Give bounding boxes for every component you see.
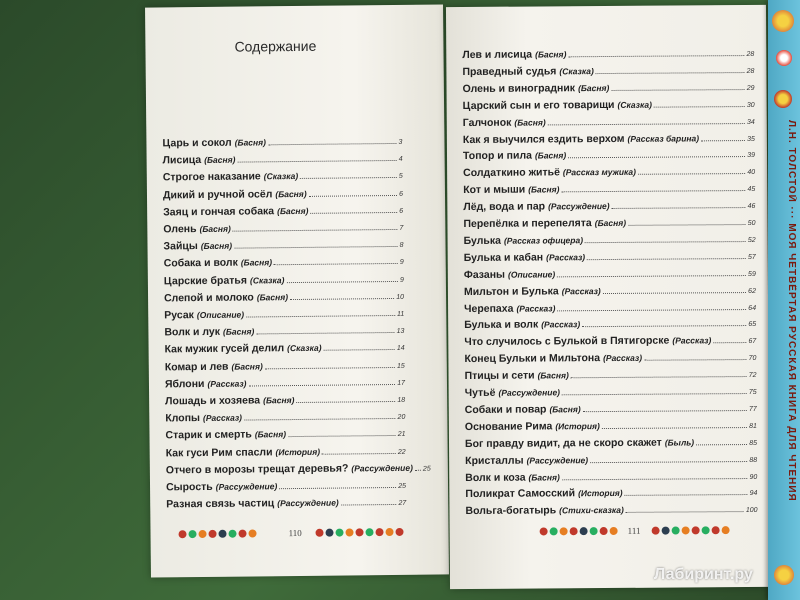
- toc-entry-title: Солдаткино житьё: [463, 166, 560, 180]
- toc-entry-title: Праведный судья: [462, 65, 557, 78]
- toc-dot-leader: [286, 281, 398, 283]
- toc-entry-page: 85: [749, 439, 758, 447]
- toc-entry: [165, 410, 405, 425]
- toc-entry: [463, 182, 755, 196]
- toc-dot-leader: [268, 143, 397, 145]
- toc-entry-title: Старик и смерть: [165, 428, 252, 442]
- toc-entry-page: 18: [397, 396, 406, 404]
- toc-dot-leader: [568, 156, 745, 158]
- toc-dot-leader: [548, 123, 745, 125]
- toc-entry-page: 59: [748, 270, 756, 278]
- toc-entry-genre: (Стихи-сказка): [559, 505, 624, 516]
- toc-entry-title: Отчего в морозы трещат деревья?: [165, 462, 349, 477]
- toc-dot-leader: [571, 376, 747, 378]
- toc-entry-genre: (Басня): [234, 137, 267, 148]
- toc-dot-leader: [644, 359, 747, 361]
- toc-entry-genre: (Рассуждение): [351, 462, 413, 474]
- toc-entry-genre: (Рассуждение): [548, 201, 610, 212]
- toc-entry-genre: (Рассказ мужика): [562, 167, 637, 178]
- toc-entry-page: 62: [748, 287, 756, 295]
- toc-entry-genre: (Рассуждение): [215, 481, 278, 492]
- toc-entry-page: 5: [398, 173, 403, 181]
- toc-entry-page: 81: [749, 422, 757, 430]
- toc-entry-title: Бог правду видит, да не скоро скажет: [464, 436, 662, 450]
- left-ornament: [178, 526, 256, 541]
- toc-dot-leader: [274, 263, 398, 265]
- toc-entry: [464, 317, 756, 331]
- toc-entry-page: 67: [748, 338, 757, 346]
- toc-entry-genre: (Басня): [277, 205, 309, 217]
- toc-entry-title: Птицы и сети: [464, 369, 535, 383]
- toc-entry-title: Собаки и повар: [464, 403, 547, 416]
- toc-entry-title: Слепой и молоко: [164, 291, 254, 305]
- toc-entry-genre: (Рассказ): [202, 412, 243, 424]
- toc-entry-genre: (Рассказ): [546, 251, 586, 263]
- toc-entry-page: 13: [396, 328, 405, 336]
- toc-entry: [465, 402, 757, 416]
- toc-dot-leader: [713, 342, 746, 343]
- toc-entry-genre: (История): [275, 446, 321, 457]
- contents-heading: Содержание: [234, 37, 317, 55]
- toc-entry-page: 10: [396, 293, 405, 301]
- toc-entry-title: Вольга-богатырь: [465, 504, 557, 518]
- toc-entry-page: 17: [397, 379, 406, 387]
- toc-entry-title: Зайцы: [163, 240, 198, 253]
- toc-entry-page: 21: [397, 431, 406, 439]
- toc-entry: [464, 267, 756, 281]
- toc-dot-leader: [310, 212, 397, 214]
- toc-entry-genre: (Басня): [231, 360, 263, 372]
- toc-entry: [163, 204, 403, 219]
- toc-entry-title: Как я выучился ездить верхом: [462, 132, 625, 146]
- toc-entry: [163, 169, 403, 184]
- toc-entry-title: Поликрат Самосский: [465, 487, 576, 501]
- toc-dot-leader: [256, 332, 394, 334]
- toc-entry: [464, 351, 756, 365]
- toc-entry-genre: (Басня): [275, 188, 307, 199]
- toc-dot-leader: [654, 106, 745, 108]
- toc-dot-leader: [625, 494, 748, 496]
- right-ornament: [540, 524, 618, 539]
- toc-dot-leader: [309, 195, 397, 197]
- toc-entry-title: Черепаха: [464, 302, 514, 315]
- toc-entry-page: 20: [397, 414, 406, 422]
- toc-entry: [465, 368, 757, 382]
- toc-entry-page: 88: [749, 456, 758, 464]
- toc-entry-title: Дикий и ручной осёл: [162, 187, 273, 201]
- toc-dot-leader: [587, 258, 746, 260]
- toc-entry-title: Как мужик гусей делил: [164, 342, 285, 356]
- toc-entry: [465, 469, 757, 483]
- toc-entry: [164, 255, 404, 270]
- flower-decoration: [776, 50, 792, 66]
- toc-entry: [462, 47, 754, 61]
- toc-dot-leader: [562, 393, 747, 395]
- toc-entry-genre: (Сказка): [559, 65, 594, 77]
- toc-entry-genre: (Сказка): [263, 171, 299, 182]
- toc-entry-title: Чутьё: [464, 386, 496, 400]
- toc-entry-title: Заяц и гончая собака: [163, 205, 275, 219]
- toc-dot-leader: [233, 229, 398, 232]
- toc-entry-page: 50: [747, 219, 756, 228]
- toc-entry-title: Галчонок: [462, 116, 512, 129]
- toc-entry-title: Лошадь и хозяева: [165, 394, 261, 408]
- toc-entry-page: 15: [396, 362, 405, 370]
- toc-entry-title: Булька и кабан: [463, 251, 544, 264]
- toc-entry-genre: (Рассказ): [207, 378, 247, 389]
- toc-entry-genre: (Описание): [507, 269, 556, 280]
- toc-entry-genre: (Рассуждение): [498, 387, 561, 398]
- toc-entry-genre: (Басня): [256, 291, 289, 303]
- toc-dot-leader: [701, 140, 745, 141]
- toc-entry-page: 8: [399, 242, 404, 250]
- toc-dot-leader: [582, 325, 746, 327]
- toc-dot-leader: [279, 487, 396, 489]
- toc-entry-genre: (Сказка): [287, 343, 322, 354]
- toc-entry-genre: (Басня): [534, 150, 567, 161]
- flower-decoration: [774, 90, 792, 108]
- toc-entry: [463, 216, 755, 230]
- toc-entry-title: Комар и лев: [164, 360, 229, 373]
- toc-entry-genre: (Басня): [222, 326, 255, 337]
- toc-entry-genre: (Рассказ барина): [627, 132, 700, 144]
- toc-entry-page: 28: [746, 50, 755, 59]
- toc-entry-title: Лисица: [162, 154, 202, 167]
- toc-dot-leader: [602, 427, 747, 429]
- toc-entry-title: Кот и мыши: [463, 183, 526, 197]
- toc-entry-page: 11: [396, 310, 405, 318]
- toc-entry-title: Перепёлка и перепелята: [463, 217, 592, 231]
- toc-entry: [462, 64, 754, 78]
- toc-entry-title: Мильтон и Булька: [463, 284, 559, 298]
- toc-entry-title: Конец Бульки и Мильтона: [464, 352, 601, 366]
- toc-entry-genre: (Басня): [199, 223, 231, 235]
- toc-entry-title: Царские братья: [163, 274, 248, 287]
- toc-entry-genre: (Басня): [514, 117, 546, 128]
- watermark: Лабиринт.ру: [654, 566, 753, 583]
- right-page-number: 111: [627, 525, 641, 536]
- toc-entry-title: Как гуси Рим спасли: [165, 445, 273, 459]
- toc-entry: [163, 152, 403, 167]
- toc-entry-page: 35: [747, 135, 755, 143]
- toc-entry: [465, 486, 757, 500]
- toc-entry: [165, 376, 405, 391]
- toc-entry-page: 100: [745, 507, 758, 515]
- toc-dot-leader: [696, 444, 747, 445]
- toc-dot-leader: [638, 173, 745, 175]
- toc-entry: [463, 148, 755, 162]
- toc-entry: [164, 324, 404, 339]
- toc-entry-title: Кристаллы: [465, 454, 524, 467]
- toc-entry: [463, 165, 755, 179]
- toc-dot-leader: [341, 504, 397, 506]
- toc-entry-genre: (Рассуждение): [526, 454, 589, 466]
- toc-entry-page: 30: [746, 101, 755, 109]
- toc-entry-page: 46: [747, 203, 756, 211]
- flower-decoration: [772, 10, 794, 32]
- toc-entry-title: Русак: [164, 309, 194, 322]
- toc-dot-leader: [557, 309, 746, 311]
- toc-entry-title: Булька: [463, 234, 501, 247]
- left-ornament-2: [315, 525, 403, 540]
- toc-dot-leader: [562, 478, 748, 480]
- toc-dot-leader: [590, 461, 747, 463]
- toc-entry-title: Топор и пила: [462, 149, 532, 163]
- toc-entry: [164, 272, 404, 287]
- toc-dot-leader: [244, 418, 396, 421]
- toc-entry: [164, 290, 404, 305]
- toc-entry-genre: (Басня): [254, 429, 287, 440]
- toc-entry-title: Олень и виноградник: [462, 82, 576, 95]
- toc-dot-leader: [300, 177, 397, 179]
- toc-entry: [464, 284, 756, 298]
- toc-entry-page: 4: [398, 156, 403, 164]
- toc-entry-genre: (Басня): [263, 395, 295, 406]
- toc-entry-title: Волк и коза: [465, 471, 526, 484]
- toc-entry-genre: (История): [578, 488, 623, 499]
- toc-entry-genre: (Басня): [204, 154, 236, 166]
- toc-entry-page: 75: [748, 388, 757, 397]
- toc-entry-title: Олень: [163, 223, 197, 236]
- flower-decoration: [774, 565, 794, 585]
- toc-entry-genre: (Сказка): [617, 99, 652, 110]
- toc-dot-leader: [583, 410, 747, 412]
- toc-entry: [464, 233, 756, 247]
- toc-entry-page: 57: [747, 253, 756, 261]
- toc-entry-page: 22: [397, 448, 406, 456]
- toc-entry-page: 9: [399, 276, 404, 284]
- toc-entry-title: Царский сын и его товарищи: [462, 98, 615, 112]
- toc-dot-leader: [557, 275, 746, 277]
- toc-entry: [165, 462, 431, 477]
- toc-dot-leader: [249, 384, 396, 387]
- toc-entry-page: 6: [399, 190, 404, 198]
- toc-dot-leader: [265, 367, 395, 369]
- toc-entry-title: Лёд, вода и пар: [463, 200, 546, 214]
- toc-entry-genre: (Сказка): [249, 274, 285, 286]
- left-page-number: 110: [288, 527, 302, 539]
- toc-entry-page: 94: [749, 490, 758, 498]
- toc-entry-genre: (Басня): [537, 370, 569, 381]
- toc-entry-genre: (Басня): [549, 404, 581, 415]
- toc-entry-title: Булька и волк: [464, 318, 539, 332]
- toc-entry-genre: (Рассказ офицера): [503, 235, 584, 246]
- toc-entry-title: Сырость: [165, 480, 213, 494]
- toc-entry: [465, 436, 757, 450]
- toc-entry: [463, 98, 755, 112]
- toc-entry-genre: (Описание): [196, 309, 245, 321]
- spine-title: Л.Н. ТОЛСТОЙ ··· МОЯ ЧЕТВЁРТАЯ РУССКАЯ КНИГА ДЛЯ ЧТЕНИЯ: [786, 120, 797, 502]
- toc-entry-page: 77: [748, 405, 757, 413]
- toc-entry: [165, 427, 405, 442]
- toc-entry: [163, 186, 403, 201]
- toc-entry-page: 90: [749, 473, 758, 481]
- toc-entry: [165, 341, 405, 356]
- toc-entry-title: Царь и сокол: [162, 136, 232, 150]
- toc-entry: [166, 479, 406, 494]
- left-page: [145, 4, 449, 577]
- toc-entry-genre: (Рассказ): [516, 302, 556, 314]
- toc-dot-leader: [561, 190, 745, 192]
- toc-entry-page: 7: [399, 224, 404, 232]
- toc-entry-genre: (Рассказ): [541, 319, 581, 330]
- right-page: [446, 5, 770, 589]
- toc-entry-title: Лев и лисица: [462, 48, 533, 62]
- toc-entry-genre: (Басня): [528, 184, 560, 195]
- toc-entry-page: 28: [746, 67, 755, 75]
- toc-entry-genre: (Рассказ): [672, 335, 712, 346]
- toc-dot-leader: [237, 160, 396, 163]
- toc-entry: [465, 453, 757, 467]
- toc-entry-title: Волк и лук: [164, 325, 221, 339]
- toc-entry-genre: (История): [555, 420, 600, 432]
- toc-dot-leader: [568, 55, 744, 57]
- toc-entry-page: 39: [747, 152, 756, 160]
- toc-entry: [165, 358, 405, 373]
- toc-dot-leader: [603, 292, 746, 294]
- toc-entry-title: Основание Рима: [464, 420, 553, 433]
- toc-entry: [463, 115, 755, 129]
- toc-entry-genre: (Басня): [528, 471, 560, 483]
- toc-entry-page: 52: [747, 236, 756, 244]
- toc-entry-page: 34: [746, 118, 755, 126]
- toc-entry: [163, 238, 403, 253]
- book-spine: [768, 0, 800, 600]
- toc-entry-page: 25: [422, 465, 431, 473]
- toc-entry: [463, 81, 755, 95]
- toc-dot-leader: [611, 89, 744, 91]
- toc-entry-genre: (Басня): [578, 82, 610, 94]
- toc-entry-page: 65: [748, 321, 757, 329]
- toc-entry-page: 9: [399, 259, 404, 267]
- toc-entry-page: 25: [398, 482, 407, 490]
- toc-dot-leader: [290, 298, 394, 300]
- toc-dot-leader: [628, 224, 746, 226]
- toc-entry-title: Разная связь частиц: [166, 497, 275, 511]
- toc-entry: [463, 131, 755, 145]
- toc-entry-genre: (Быль): [664, 437, 695, 448]
- toc-entry: [166, 444, 406, 459]
- toc-entry: [162, 135, 402, 150]
- toc-entry-genre: (Басня): [535, 49, 567, 60]
- toc-entry-page: 29: [746, 84, 755, 92]
- toc-entry: [464, 300, 756, 314]
- toc-entry-page: 45: [747, 186, 756, 194]
- toc-dot-leader: [324, 349, 395, 351]
- toc-entry-genre: (Рассказ): [561, 285, 601, 296]
- toc-entry-page: 64: [748, 304, 757, 312]
- toc-dot-leader: [288, 435, 396, 437]
- toc-entry: [464, 250, 756, 264]
- toc-entry-genre: (Басня): [200, 240, 233, 252]
- toc-entry-genre: (Рассказ): [603, 352, 643, 364]
- toc-entry-genre: (Рассуждение): [277, 497, 339, 509]
- toc-entry-genre: (Басня): [240, 257, 273, 268]
- toc-entry-title: Строгое наказание: [162, 170, 261, 184]
- toc-entry: [164, 307, 404, 322]
- toc-entry-page: 72: [748, 372, 757, 380]
- toc-entry: [465, 503, 757, 517]
- right-ornament-2: [652, 523, 730, 538]
- toc-entry-page: 40: [747, 169, 756, 177]
- toc-dot-leader: [322, 453, 396, 455]
- toc-dot-leader: [234, 246, 398, 249]
- toc-entry-page: 3: [398, 138, 403, 146]
- toc-entry: [465, 385, 757, 399]
- toc-entry-page: 6: [399, 207, 404, 215]
- toc-entry-page: 70: [748, 355, 757, 363]
- toc-entry: [163, 221, 403, 236]
- toc-entry-title: Фазаны: [463, 268, 506, 281]
- toc-entry-genre: (Басня): [594, 217, 627, 229]
- toc-entry: [165, 393, 405, 408]
- toc-entry: [463, 199, 755, 213]
- toc-dot-leader: [612, 207, 746, 209]
- toc-dot-leader: [585, 241, 746, 243]
- toc-entry: [464, 334, 756, 348]
- toc-entry-title: Что случилось с Булькой в Пятигорске: [464, 334, 670, 349]
- toc-entry: [166, 496, 406, 511]
- toc-dot-leader: [246, 315, 395, 318]
- toc-entry-title: Клопы: [165, 412, 201, 425]
- toc-entry-page: 14: [396, 345, 405, 353]
- toc-dot-leader: [415, 470, 421, 471]
- toc-dot-leader: [596, 72, 745, 74]
- toc-dot-leader: [296, 401, 395, 403]
- toc-entry-page: 27: [398, 500, 407, 508]
- toc-entry-title: Яблони: [164, 377, 205, 391]
- toc-entry: [465, 419, 757, 433]
- toc-dot-leader: [626, 511, 744, 513]
- toc-entry-title: Собака и волк: [163, 257, 238, 270]
